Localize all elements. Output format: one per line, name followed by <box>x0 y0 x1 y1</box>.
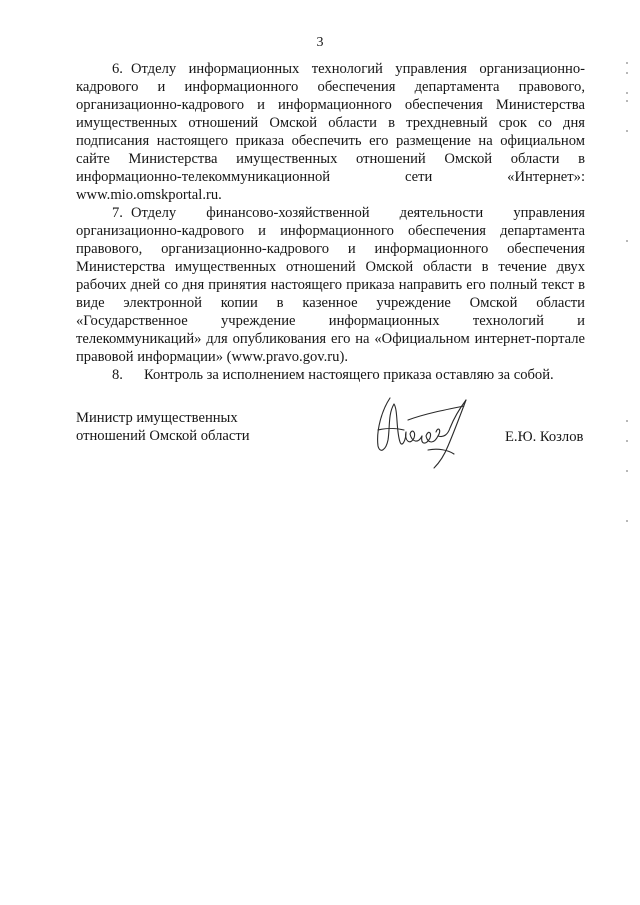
paragraph-8 <box>76 366 585 384</box>
signer-title <box>76 409 250 445</box>
signer-title-line-2: отношений Омской области <box>76 428 250 444</box>
paragraph-6-text: Отделу информационных технологий управления организационно-кадрового и информационного обеспечения департамента правового, организационно-кадрового и информационного обеспечения Министерства имущественных отношений Омской области в трехдневный срок со дня подписания настоящего приказа обеспечить его размещение на официальном сайте Министерства имущественных отношений Омской области в информационно-телекоммуникационной сети «Интернет»: www.mio.omskportal.ru. <box>76 61 585 203</box>
paragraph-7 <box>76 204 585 366</box>
paragraph-7-number: 7. <box>112 205 123 221</box>
paragraph-7-text: Отделу финансово-хозяйственной деятельности управления организационно-кадрового и информационного обеспечения департамента правового, организационно-кадрового и информационного обеспечения Министерства имущественных отношений Омской области в течение двух рабочих дней со дня принятия настоящего приказа направить его полный текст в виде электронной копии в казенное учреждение Омской области «Государственное учреждение информационных технологий и телекоммуникаций» для опубликования его на «Официальном интернет-портале правовой информации» (www.pravo.gov.ru). <box>76 205 585 365</box>
page-number: 3 <box>316 35 324 50</box>
document-body <box>76 60 585 384</box>
signer-title-line-1: Министр имущественных <box>76 410 238 426</box>
scan-margin-marks <box>626 0 632 905</box>
signer-name: Е.Ю. Козлов <box>505 429 584 445</box>
paragraph-6-number: 6. <box>112 61 123 77</box>
handwritten-signature <box>368 390 488 470</box>
paragraph-8-text: Контроль за исполнением настоящего приказа оставляю за собой. <box>144 367 554 383</box>
paragraph-8-number: 8. <box>112 367 123 383</box>
paragraph-6 <box>76 60 585 204</box>
